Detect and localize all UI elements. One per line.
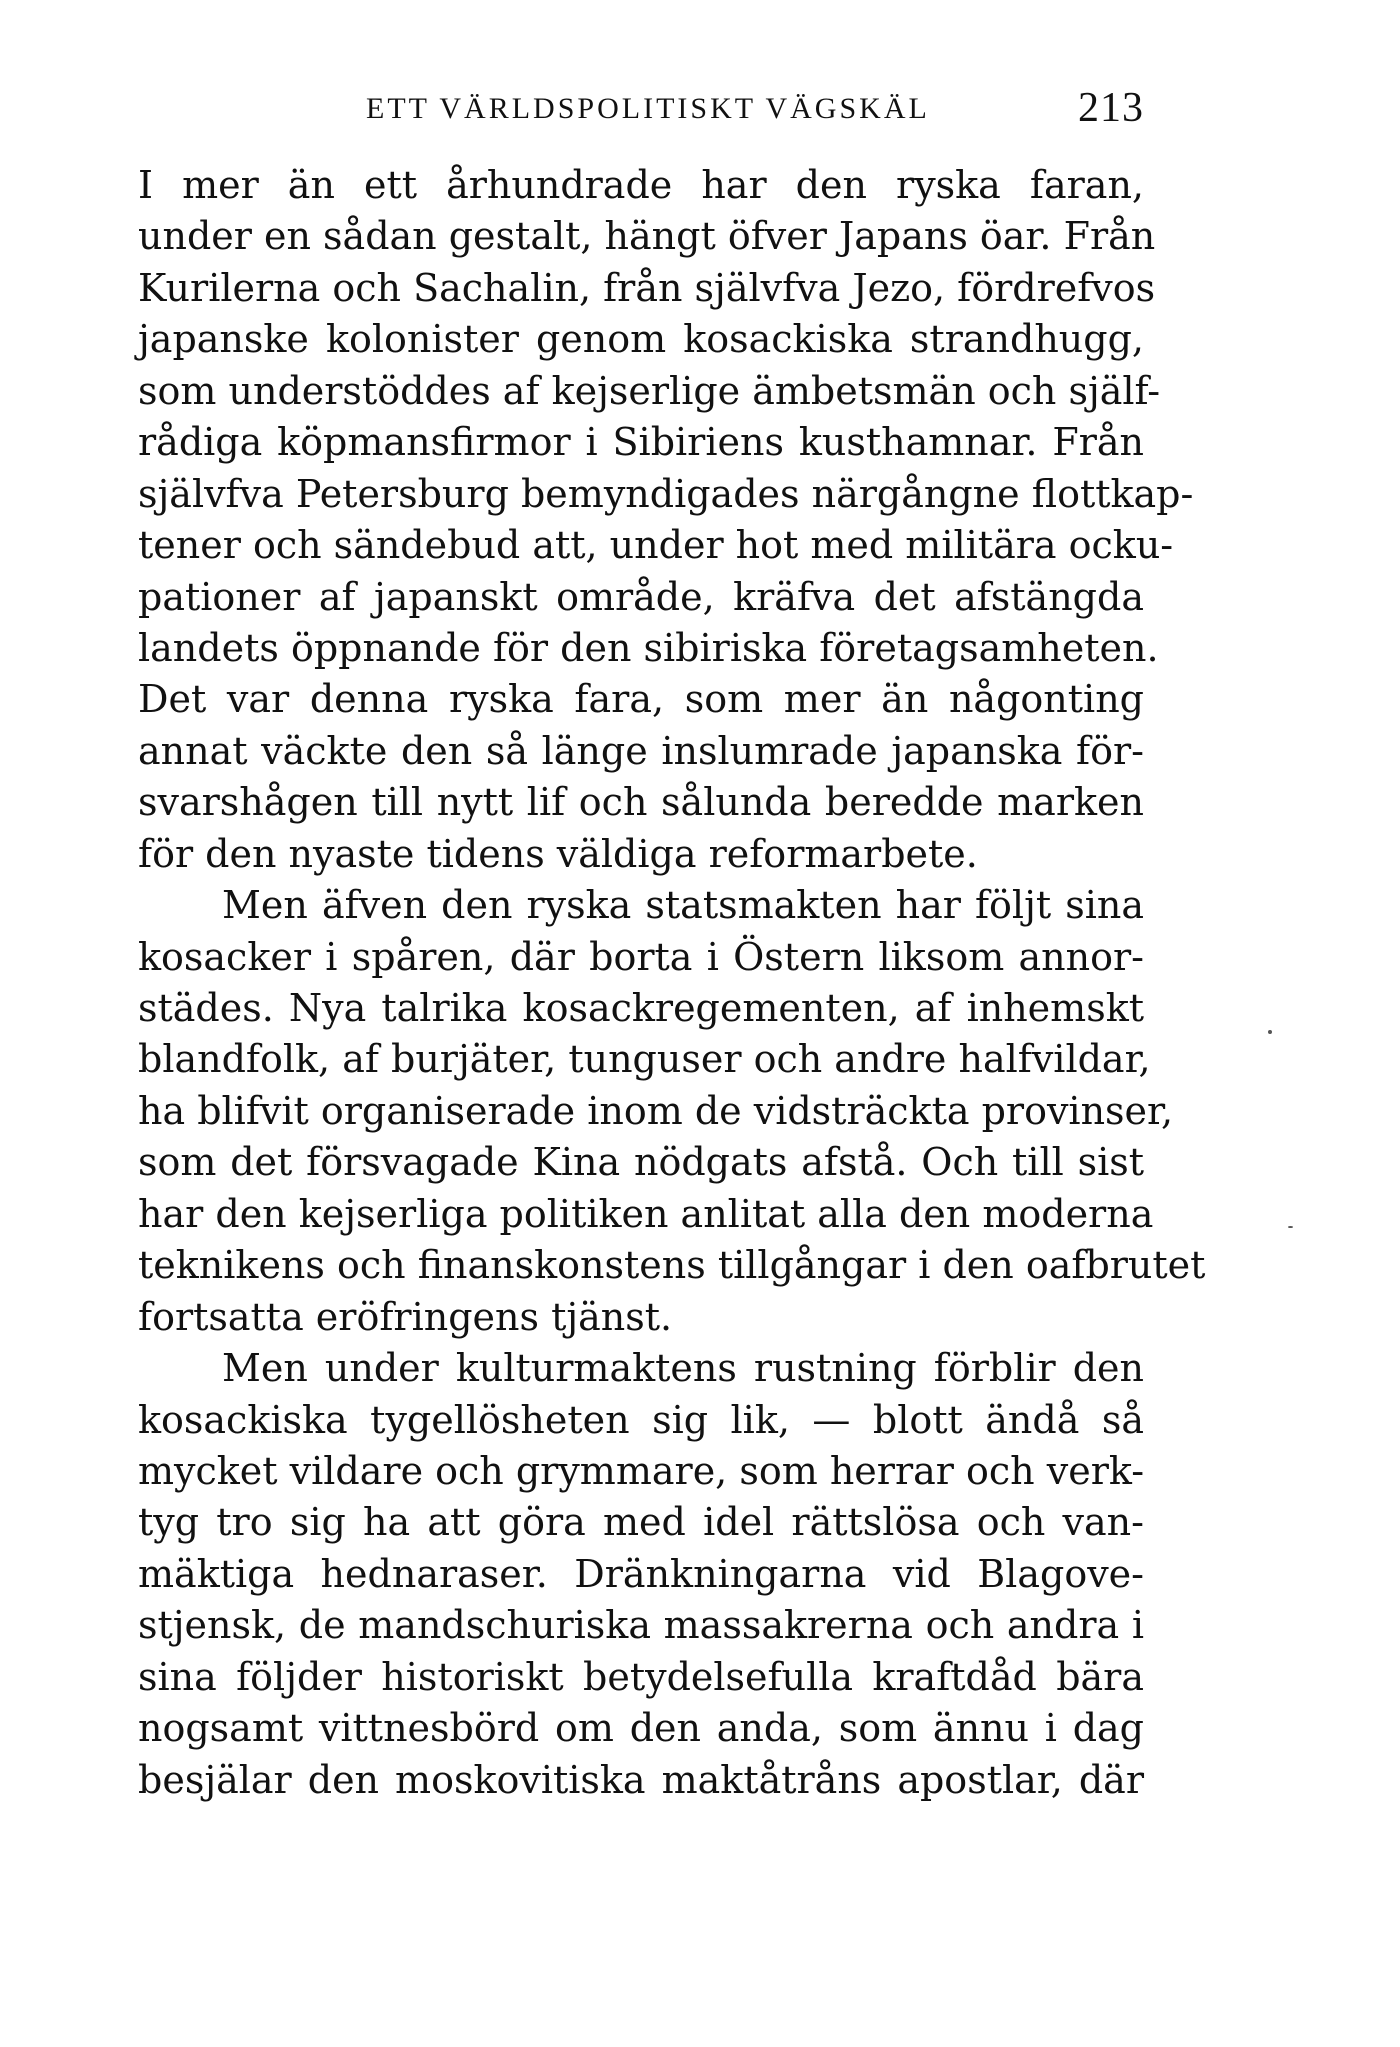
text-line: svarshågen till nytt lif och sålunda beredde marken — [138, 780, 1144, 825]
text-line: under en sådan gestalt, hängt öfver Japans öar. Från — [138, 214, 1156, 259]
text-line: tener och sändebud att, under hot med militära ocku- — [138, 523, 1174, 568]
text-line: landets öppnande för den sibiriska företagsamheten. — [138, 625, 1159, 670]
text-line: sina följder historiskt betydelsefulla kraftdåd bära — [138, 1654, 1144, 1699]
body-text — [138, 160, 1206, 1806]
text-line: Men äfven den ryska statsmakten har följt sina — [222, 883, 1144, 928]
text-line: fortsatta eröfringens tjänst. — [138, 1294, 673, 1339]
text-line: besjälar den moskovitiska maktåtråns apostlar, där — [138, 1757, 1144, 1802]
scan-speck — [1288, 1226, 1293, 1228]
text-line: mycket vildare och grymmare, som herrar och verk- — [138, 1448, 1145, 1493]
text-line: teknikens och finanskonstens tillgångar i den oafbrutet — [138, 1243, 1206, 1288]
text-line: Det var denna ryska fara, som mer än någonting — [138, 677, 1144, 722]
text-line: stjensk, de mandschuriska massakrerna och andra i — [138, 1603, 1144, 1648]
text-line: Kurilerna och Sachalin, från självfva Jezo, fördrefvos — [138, 265, 1156, 310]
text-line: kosackiska tygellösheten sig lik, — blott ändå så — [138, 1397, 1144, 1442]
text-line: för den nyaste tidens väldiga reformarbete. — [138, 831, 978, 876]
text-line: som understöddes af kejserlige ämbetsmän och själf- — [138, 368, 1161, 413]
text-line: japanske kolonister genom kosackiska strandhugg, — [138, 317, 1144, 362]
text-line: kosacker i spåren, där borta i Östern liksom annor- — [138, 934, 1144, 979]
text-line: självfva Petersburg bemyndigades närgångne flottkap- — [138, 471, 1194, 516]
text-line: städes. Nya talrika kosackregementen, af inhemskt — [138, 986, 1144, 1030]
running-head — [138, 84, 1144, 134]
text-line: pationer af japanskt område, kräfva det afstängda — [138, 574, 1144, 619]
text-line: Men under kulturmaktens rustning förblir den — [222, 1346, 1144, 1391]
text-line: ha blifvit organiserade inom de vidsträckta provinser, — [138, 1088, 1174, 1133]
text-line: mäktiga hednaraser. Dränkningarna vid Blagove- — [138, 1551, 1144, 1596]
text-line: blandfolk, af burjäter, tunguser och andre halfvildar, — [138, 1037, 1151, 1082]
text-line: som det försvagade Kina nödgats afstå. Och till sist — [138, 1140, 1144, 1185]
text-line: I mer än ett århundrade har den ryska faran, — [138, 163, 1144, 207]
text-line: nogsamt vittnesbörd om den anda, som ännu i dag — [138, 1706, 1144, 1751]
running-title: ETT VÄRLDSPOLITISKT VÄGSKÄL — [366, 92, 930, 125]
text-line: tyg tro sig ha att göra med idel rättslösa och van- — [138, 1500, 1144, 1545]
page-number: 213 — [1078, 85, 1144, 131]
text-line: har den kejserliga politiken anlitat alla den moderna — [138, 1191, 1154, 1236]
text-line: annat väckte den så länge inslumrade japanska för- — [138, 728, 1144, 773]
text-line: rådiga köpmansfirmor i Sibiriens kusthamnar. Från — [138, 420, 1144, 465]
scan-speck — [1268, 1030, 1272, 1034]
